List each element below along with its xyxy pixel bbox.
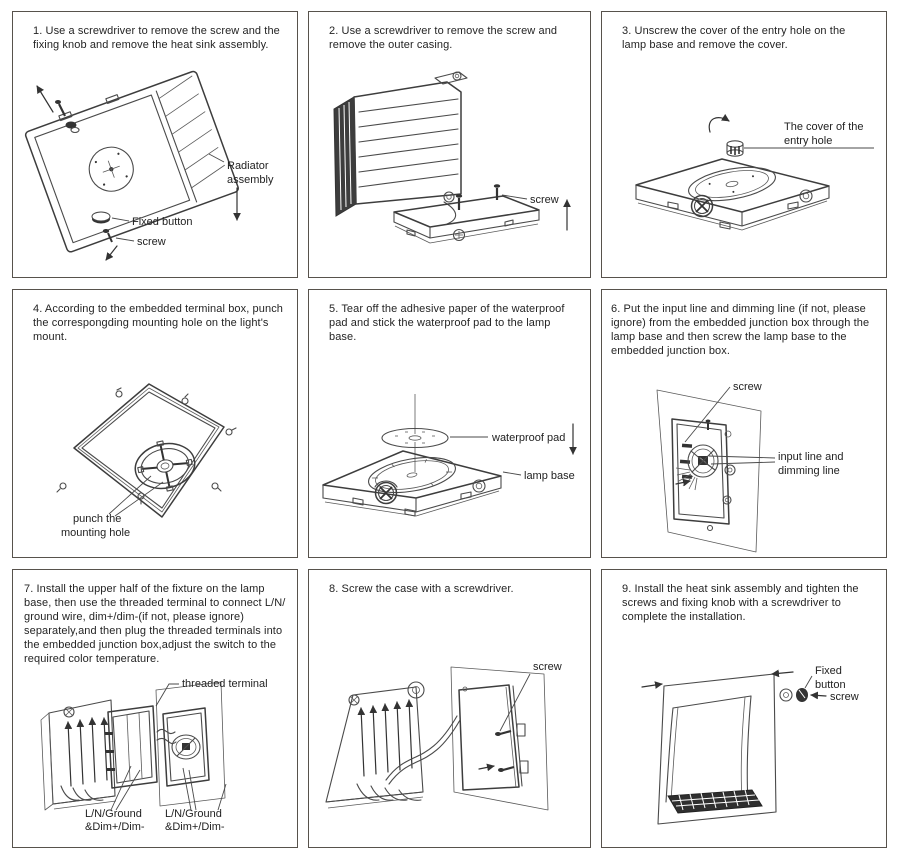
arrow-left-icon [772,672,793,674]
case-top-icon [394,196,539,227]
top-screw-icon [55,100,61,104]
wire-burst-icon [676,468,697,490]
threaded-terminal-label: threaded terminal [182,678,268,690]
rotate-arrow-icon [709,118,729,132]
radiator-assembly-label-line2: assembly [227,174,274,186]
step-6-instruction: 6. Put the input line and dimming line (if not, please ignore) from the embedded junction box through the lamp base and then screw the lamp base to the embedded junction box. [611,303,870,357]
step-8-illustration-screw-case [309,598,591,836]
step-1-instruction: 1. Use a screwdriver to remove the screw and the fixing knob and remove the heat sink assembly. [33,25,280,51]
step-4-illustration-terminal-box [13,346,297,558]
arrow-down-left-icon [106,246,117,260]
screw-label: screw [733,381,762,393]
step-8-panel [308,569,591,848]
entry-hole-cover-icon [727,141,743,147]
step-2-illustration-outer-casing-removal [309,54,591,264]
step-6-panel [601,289,887,558]
fixed-button-label-line2: button [815,679,846,691]
step-5-illustration-waterproof-pad [309,346,591,558]
cover-label-line2: entry hole [784,135,833,147]
clamp-icon [517,724,525,736]
step-1-panel [12,11,298,278]
fixed-button-label: Fixed button [132,216,193,228]
arrow-up-left-icon [37,86,53,112]
lamp-base-icon [636,159,829,212]
waterproof-pad-label: waterproof pad [492,432,566,444]
cable-icon [444,202,456,224]
screw-icon [103,229,109,233]
left-wires-label-line2: &Dim+/Dim- [85,821,145,833]
right-wires-label-line2: &Dim+/Dim- [165,821,225,833]
mount-bracket-icon [435,72,467,84]
arrow-right-icon [642,684,662,687]
step-5-instruction: 5. Tear off the adhesive paper of the waterproof pad and stick the waterproof pad to the lamp base. [329,303,565,343]
cover-label-line1: The cover of the [784,121,864,133]
step-1-illustration-heat-sink-removal [13,54,297,262]
radiator-assembly-label-line1: Radiator [227,160,269,172]
step-3-instruction: 3. Unscrew the cover of the entry hole on the lamp base and remove the cover. [622,25,846,51]
insert-arrow-icon [479,766,494,769]
input-line-label-line1: input line and [778,451,844,463]
fixed-button-label-line1: Fixed [815,665,842,677]
wire-icon [157,729,175,733]
screw-rosette-icon [780,689,792,701]
step-2-instruction: 2. Use a screwdriver to remove the screw and remove the outer casing. [329,25,558,51]
step-5-panel [308,289,591,558]
screw-label: screw [830,691,859,703]
punch-label-line2: mounting hole [61,527,131,539]
right-wires-label-line1: L/N/Ground [165,808,222,820]
step-3-panel [601,11,887,278]
screw-label: screw [530,194,559,206]
terminal-box-icon [74,384,224,517]
step-4-panel [12,289,298,558]
step-4-instruction: 4. According to the embedded terminal box, punch the correspongding mounting hole on the light's mount. [33,303,284,343]
step-2-panel [308,11,591,278]
case-icon [459,685,519,790]
step-8-instruction: 8. Screw the case with a screwdriver. [329,583,514,595]
punch-label-line1: punch the [73,513,122,525]
lamp-base-label: lamp base [524,470,575,482]
screw-label: screw [533,661,562,673]
input-line-label-line2: dimming line [778,465,840,477]
step-9-illustration-final-assembly [602,626,886,842]
step-6-illustration-lamp-base-mounting [602,360,886,558]
step-7-instruction: 7. Install the upper half of the fixture on the lamp base, then use the threaded terminal to connect L/N/ ground wire, dim+/dim-(if not, please ignore) separately,and then plug the threaded terminals into the embedded junction box,adjust the switch to the required color temperature. [24,583,286,665]
steps-grid [12,11,887,848]
screw-pointer-arrow-icon [811,695,826,696]
screw-label: screw [137,236,166,248]
step-9-panel [601,569,887,848]
step-3-illustration-entry-hole-cover [602,54,886,264]
step-9-instruction: 9. Install the heat sink assembly and tighten the screws and fixing knob with a screwdriver to complete the installation. [622,583,859,623]
lamp-base-back-icon [672,419,729,524]
step-7-illustration-wiring [13,668,297,836]
left-wires-label-line1: L/N/Ground [85,808,142,820]
wall-icon [156,682,225,806]
step-7-panel [12,569,298,848]
fixed-button-icon [796,688,808,702]
